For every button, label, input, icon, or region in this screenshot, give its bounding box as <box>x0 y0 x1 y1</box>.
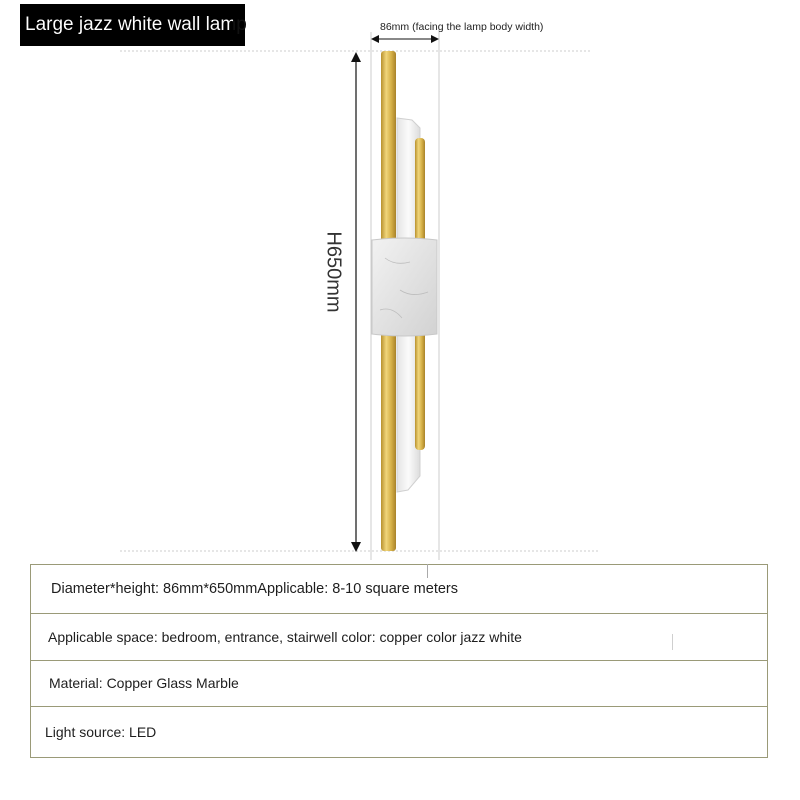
spec-light-text: Light source: LED <box>45 723 157 740</box>
width-dimension-label: 86mm (facing the lamp body width) <box>380 21 544 33</box>
width-arrow-left-head <box>371 35 379 43</box>
height-arrow-top-head <box>351 52 361 62</box>
spec-size-text: Diameter*height: 86mm*650mmApplicable: 8-10 square meters <box>51 581 458 597</box>
marble-base <box>372 238 437 336</box>
spec-space-text: Applicable space: bedroom, entrance, stairwell color: copper color jazz white <box>48 628 522 645</box>
spec-row-size <box>31 565 767 614</box>
spec-material-text: Material: Copper Glass Marble <box>49 675 239 691</box>
spec-row-light <box>31 706 767 757</box>
product-title: Large jazz white wall lamp <box>25 14 247 35</box>
spec-table <box>30 564 768 758</box>
spec-row-material <box>31 660 767 707</box>
table-top-divider <box>427 564 428 578</box>
height-dimension-label: H650mm <box>322 231 345 313</box>
spec-row-space <box>31 613 767 661</box>
table-side-mark <box>672 634 673 650</box>
width-arrow-right-head <box>431 35 439 43</box>
